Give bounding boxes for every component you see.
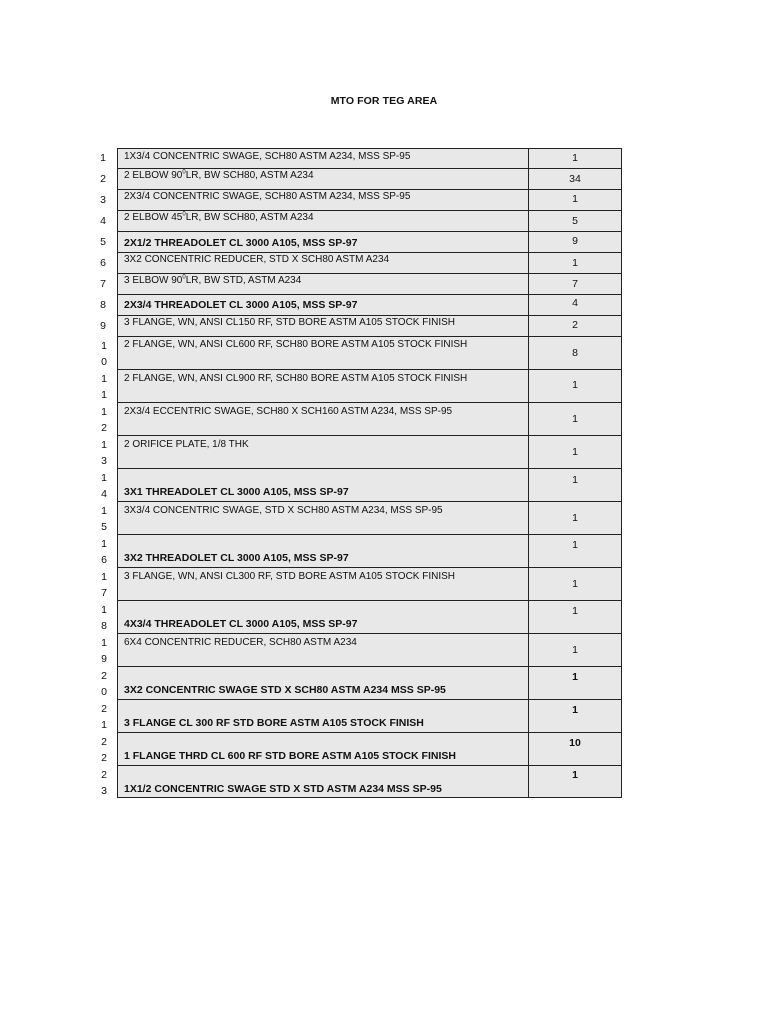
row-number: 21 (101, 703, 107, 731)
table-row (0, 370, 768, 403)
row-cells (117, 700, 622, 733)
item-quantity-cell (528, 733, 621, 765)
row-cells (117, 148, 622, 169)
table-row (0, 295, 768, 316)
item-quantity: 1 (572, 644, 578, 656)
item-description: 3X3/4 CONCENTRIC SWAGE, STD X SCH80 ASTM A234, MSS SP-95 (124, 505, 443, 516)
item-quantity: 34 (569, 173, 581, 185)
table-row (0, 169, 768, 190)
degree-superscript: 0 (182, 169, 186, 176)
description-text: 2 ELBOW 90 (124, 170, 183, 181)
table-row (0, 211, 768, 232)
item-quantity-cell (528, 766, 621, 797)
item-quantity-cell (528, 403, 621, 435)
item-quantity-cell (528, 601, 621, 633)
item-quantity: 4 (572, 297, 578, 309)
row-number: 17 (101, 571, 107, 599)
description-text: 3 ELBOW 90 (124, 275, 183, 286)
row-number: 18 (101, 604, 107, 632)
table-row (0, 535, 768, 568)
row-number: 12 (101, 406, 107, 434)
row-number: 1 (100, 152, 106, 164)
table-row (0, 316, 768, 337)
degree-superscript: 0 (182, 211, 186, 218)
item-quantity-cell (528, 274, 621, 294)
item-description (124, 212, 525, 224)
item-description: 2 FLANGE, WN, ANSI CL900 RF, SCH80 BORE ASTM A105 STOCK FINISH (124, 373, 468, 384)
table-row (0, 337, 768, 370)
item-quantity: 8 (572, 347, 578, 359)
item-quantity: 1 (572, 257, 578, 269)
item-description: 3 FLANGE, WN, ANSI CL150 RF, STD BORE ASTM A105 STOCK FINISH (124, 317, 456, 328)
row-number: 7 (100, 278, 106, 290)
page-title: MTO FOR TEG AREA (330, 95, 438, 107)
table-row (0, 733, 768, 766)
item-quantity-cell (528, 469, 621, 501)
item-description: 4X3/4 THREADOLET CL 3000 A105, MSS SP-97 (124, 618, 358, 630)
item-description: 2X3/4 ECCENTRIC SWAGE, SCH80 X SCH160 ASTM A234, MSS SP-95 (124, 406, 453, 417)
row-number: 20 (101, 670, 107, 698)
row-cells (117, 253, 622, 274)
description-text: 2 ELBOW 45 (124, 212, 183, 223)
row-cells (117, 190, 622, 211)
item-description: 1 FLANGE THRD CL 600 RF STD BORE ASTM A105 STOCK FINISH (124, 750, 456, 762)
table-row (0, 502, 768, 535)
row-cells (117, 403, 622, 436)
row-cells (117, 601, 622, 634)
item-description: 2X1/2 THREADOLET CL 3000 A105, MSS SP-97 (124, 237, 358, 249)
item-quantity-cell (528, 337, 621, 369)
table-row (0, 634, 768, 667)
table-row (0, 190, 768, 211)
item-description: 3 FLANGE, WN, ANSI CL300 RF, STD BORE ASTM A105 STOCK FINISH (124, 571, 456, 582)
table-row (0, 700, 768, 733)
row-number: 14 (101, 472, 107, 500)
row-cells (117, 766, 622, 798)
item-quantity-cell (528, 190, 621, 210)
item-description: 3X2 CONCENTRIC REDUCER, STD X SCH80 ASTM A234 (124, 254, 390, 265)
table-row (0, 568, 768, 601)
row-number: 8 (100, 299, 106, 311)
row-cells (117, 169, 622, 190)
row-cells (117, 211, 622, 232)
item-quantity: 1 (572, 769, 578, 781)
row-cells (117, 568, 622, 601)
row-cells (117, 469, 622, 502)
item-quantity: 1 (572, 446, 578, 458)
item-quantity: 2 (572, 319, 578, 331)
row-number: 9 (100, 320, 106, 332)
item-quantity-cell (528, 535, 621, 567)
row-cells (117, 316, 622, 337)
row-number: 13 (101, 439, 107, 467)
item-quantity-cell (528, 169, 621, 189)
item-quantity: 1 (572, 671, 578, 683)
item-quantity: 1 (572, 413, 578, 425)
item-quantity: 1 (572, 512, 578, 524)
item-quantity: 1 (572, 704, 578, 716)
row-cells (117, 232, 622, 253)
item-description: 3X2 CONCENTRIC SWAGE STD X SCH80 ASTM A234 MSS SP-95 (124, 684, 446, 696)
row-cells (117, 370, 622, 403)
item-quantity: 1 (572, 474, 578, 486)
item-quantity-cell (528, 568, 621, 600)
item-quantity-cell (528, 667, 621, 699)
row-number: 11 (101, 373, 107, 401)
description-text: LR, BW STD, ASTM A234 (185, 275, 302, 286)
item-description (124, 275, 525, 287)
item-description: 1X3/4 CONCENTRIC SWAGE, SCH80 ASTM A234, MSS SP-95 (124, 151, 411, 162)
item-quantity-cell (528, 316, 621, 336)
row-cells (117, 295, 622, 316)
row-number: 6 (100, 257, 106, 269)
item-description: 2 ORIFICE PLATE, 1/8 THK (124, 439, 249, 450)
row-number: 16 (101, 538, 107, 566)
row-cells (117, 535, 622, 568)
degree-superscript: 0 (182, 274, 186, 281)
item-quantity: 10 (569, 737, 581, 749)
table-row (0, 232, 768, 253)
item-quantity: 1 (572, 605, 578, 617)
item-quantity-cell (528, 295, 621, 315)
item-quantity: 1 (572, 539, 578, 551)
item-quantity-cell (528, 700, 621, 732)
table-row (0, 667, 768, 700)
row-number: 19 (101, 637, 107, 665)
item-quantity-cell (528, 149, 621, 168)
row-cells (117, 502, 622, 535)
item-quantity-cell (528, 502, 621, 534)
item-description: 6X4 CONCENTRIC REDUCER, SCH80 ASTM A234 (124, 637, 357, 648)
row-cells (117, 436, 622, 469)
item-description: 1X1/2 CONCENTRIC SWAGE STD X STD ASTM A234 MSS SP-95 (124, 783, 442, 795)
item-quantity-cell (528, 634, 621, 666)
table-row (0, 469, 768, 502)
table-row (0, 766, 768, 798)
item-quantity-cell (528, 232, 621, 252)
table-row (0, 601, 768, 634)
description-text: LR, BW SCH80, ASTM A234 (185, 170, 314, 181)
row-cells (117, 337, 622, 370)
item-description: 2X3/4 THREADOLET CL 3000 A105, MSS SP-97 (124, 299, 358, 311)
item-description: 2 FLANGE, WN, ANSI CL600 RF, SCH80 BORE ASTM A105 STOCK FINISH (124, 339, 468, 350)
row-number: 10 (101, 340, 107, 368)
row-number: 5 (100, 236, 106, 248)
row-cells (117, 667, 622, 700)
item-quantity: 9 (572, 235, 578, 247)
item-description: 3X1 THREADOLET CL 3000 A105, MSS SP-97 (124, 486, 349, 498)
item-quantity-cell (528, 211, 621, 231)
table-row (0, 274, 768, 295)
table-row (0, 253, 768, 274)
item-quantity-cell (528, 370, 621, 402)
row-number: 15 (101, 505, 107, 533)
item-quantity: 1 (572, 578, 578, 590)
row-cells (117, 634, 622, 667)
row-number: 4 (100, 215, 106, 227)
table-row (0, 403, 768, 436)
item-quantity: 7 (572, 278, 578, 290)
item-quantity-cell (528, 436, 621, 468)
row-number: 2 (100, 173, 106, 185)
item-quantity: 1 (572, 379, 578, 391)
mto-table (0, 148, 768, 798)
row-number: 3 (100, 194, 106, 206)
row-cells (117, 733, 622, 766)
item-description: 3 FLANGE CL 300 RF STD BORE ASTM A105 STOCK FINISH (124, 717, 424, 729)
row-number: 22 (101, 736, 107, 764)
table-row (0, 436, 768, 469)
item-description: 2X3/4 CONCENTRIC SWAGE, SCH80 ASTM A234, MSS SP-95 (124, 191, 411, 202)
item-quantity: 1 (572, 193, 578, 205)
item-description (124, 170, 525, 182)
description-text: LR, BW SCH80, ASTM A234 (185, 212, 314, 223)
row-cells (117, 274, 622, 295)
item-quantity-cell (528, 253, 621, 273)
item-description: 3X2 THREADOLET CL 3000 A105, MSS SP-97 (124, 552, 349, 564)
row-number: 23 (101, 769, 107, 797)
table-row (0, 148, 768, 169)
item-quantity: 1 (572, 152, 578, 164)
item-quantity: 5 (572, 215, 578, 227)
